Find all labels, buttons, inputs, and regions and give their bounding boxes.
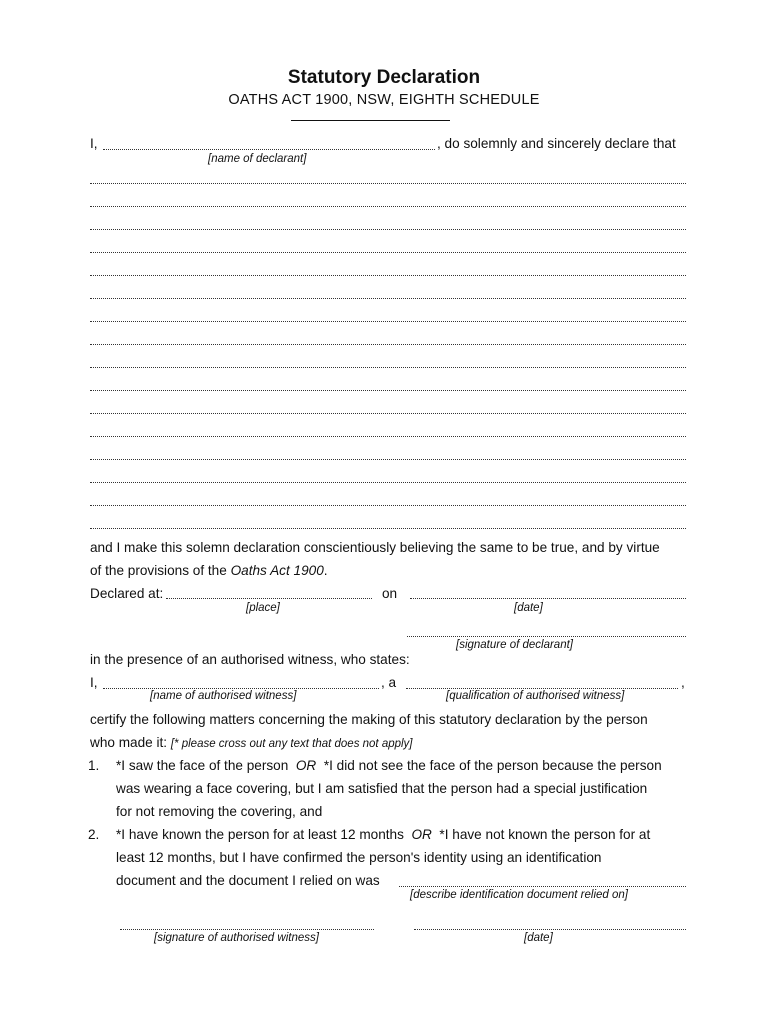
witness-signature-caption: [signature of authorised witness] [154,932,319,944]
declaration-line[interactable] [90,413,686,414]
provisions-text: of the provisions of the Oaths Act 1900. [90,563,328,578]
or-label: OR [411,827,432,842]
declaration-line[interactable] [90,436,686,437]
declarant-name-caption: [name of declarant] [208,153,307,165]
date-field[interactable] [410,598,686,599]
page-subtitle: OATHS ACT 1900, NSW, EIGHTH SCHEDULE [228,92,540,108]
item-1-option-a: *I saw the face of the person OR *I did not see the face of the person because the person [116,758,662,773]
cross-out-note: [* please cross out any text that does not apply] [170,738,413,750]
or-label: OR [295,758,317,773]
witness-name-field[interactable] [103,688,379,689]
declaration-line[interactable] [90,298,686,299]
declaration-line[interactable] [90,459,686,460]
witness-comma-a: , a [381,675,397,690]
declaration-line[interactable] [90,229,686,230]
item-number: 1. [88,758,100,773]
declaration-line[interactable] [90,367,686,368]
witness-qualification-caption: [qualification of authorised witness] [446,690,625,702]
on-label: on [382,586,398,601]
declarant-signature-caption: [signature of declarant] [456,639,573,651]
place-field[interactable] [166,598,372,599]
item-2-line-2: least 12 months, but I have confirmed the person's identity using an identification [116,850,602,865]
item-number: 2. [88,827,100,842]
witness-qualification-field[interactable] [406,688,678,689]
certify-text: certify the following matters concerning the making of this statutory declaration by the person [90,712,648,727]
declaration-line[interactable] [90,321,686,322]
page-title: Statutory Declaration [287,67,481,88]
declaration-line[interactable] [90,344,686,345]
declaration-line[interactable] [90,275,686,276]
id-document-field[interactable] [399,886,686,887]
declarant-prefix: I, [90,136,98,151]
item-2-option-a: *I have known the person for at least 12 months OR *I have not known the person for at [116,827,651,842]
place-caption: [place] [246,602,280,614]
title-divider [291,120,450,121]
item-1-line-3: for not removing the covering, and [116,804,323,819]
declarant-name-field[interactable] [103,149,435,150]
witness-date-caption: [date] [524,932,553,944]
witness-intro: in the presence of an authorised witness, who states: [90,652,410,667]
witness-signature-field[interactable] [120,929,374,930]
witness-name-caption: [name of authorised witness] [150,690,297,702]
date-caption: [date] [514,602,543,614]
declaration-line[interactable] [90,505,686,506]
declaration-line[interactable] [90,183,686,184]
witness-end-comma: , [681,675,685,690]
declaration-line[interactable] [90,390,686,391]
item-1-line-2: was wearing a face covering, but I am satisfied that the person had a special justification [116,781,648,796]
solemn-declaration-text: and I make this solemn declaration conscientiously believing the same to be true, and by virtue [90,540,660,555]
declaration-line[interactable] [90,528,686,529]
declarant-signature-field[interactable] [407,636,686,637]
witness-prefix: I, [90,675,98,690]
item-2-line-3: document and the document I relied on was [116,873,380,888]
declaration-line[interactable] [90,206,686,207]
declarant-suffix: , do solemnly and sincerely declare that [437,136,676,151]
certify-text-continued: who made it: [* please cross out any text that does not apply] [90,735,413,750]
id-document-caption: [describe identification document relied on] [410,889,628,901]
declaration-line[interactable] [90,482,686,483]
declared-at-label: Declared at: [90,586,164,601]
witness-date-field[interactable] [414,929,686,930]
declaration-line[interactable] [90,252,686,253]
act-name: Oaths Act 1900 [230,563,324,578]
